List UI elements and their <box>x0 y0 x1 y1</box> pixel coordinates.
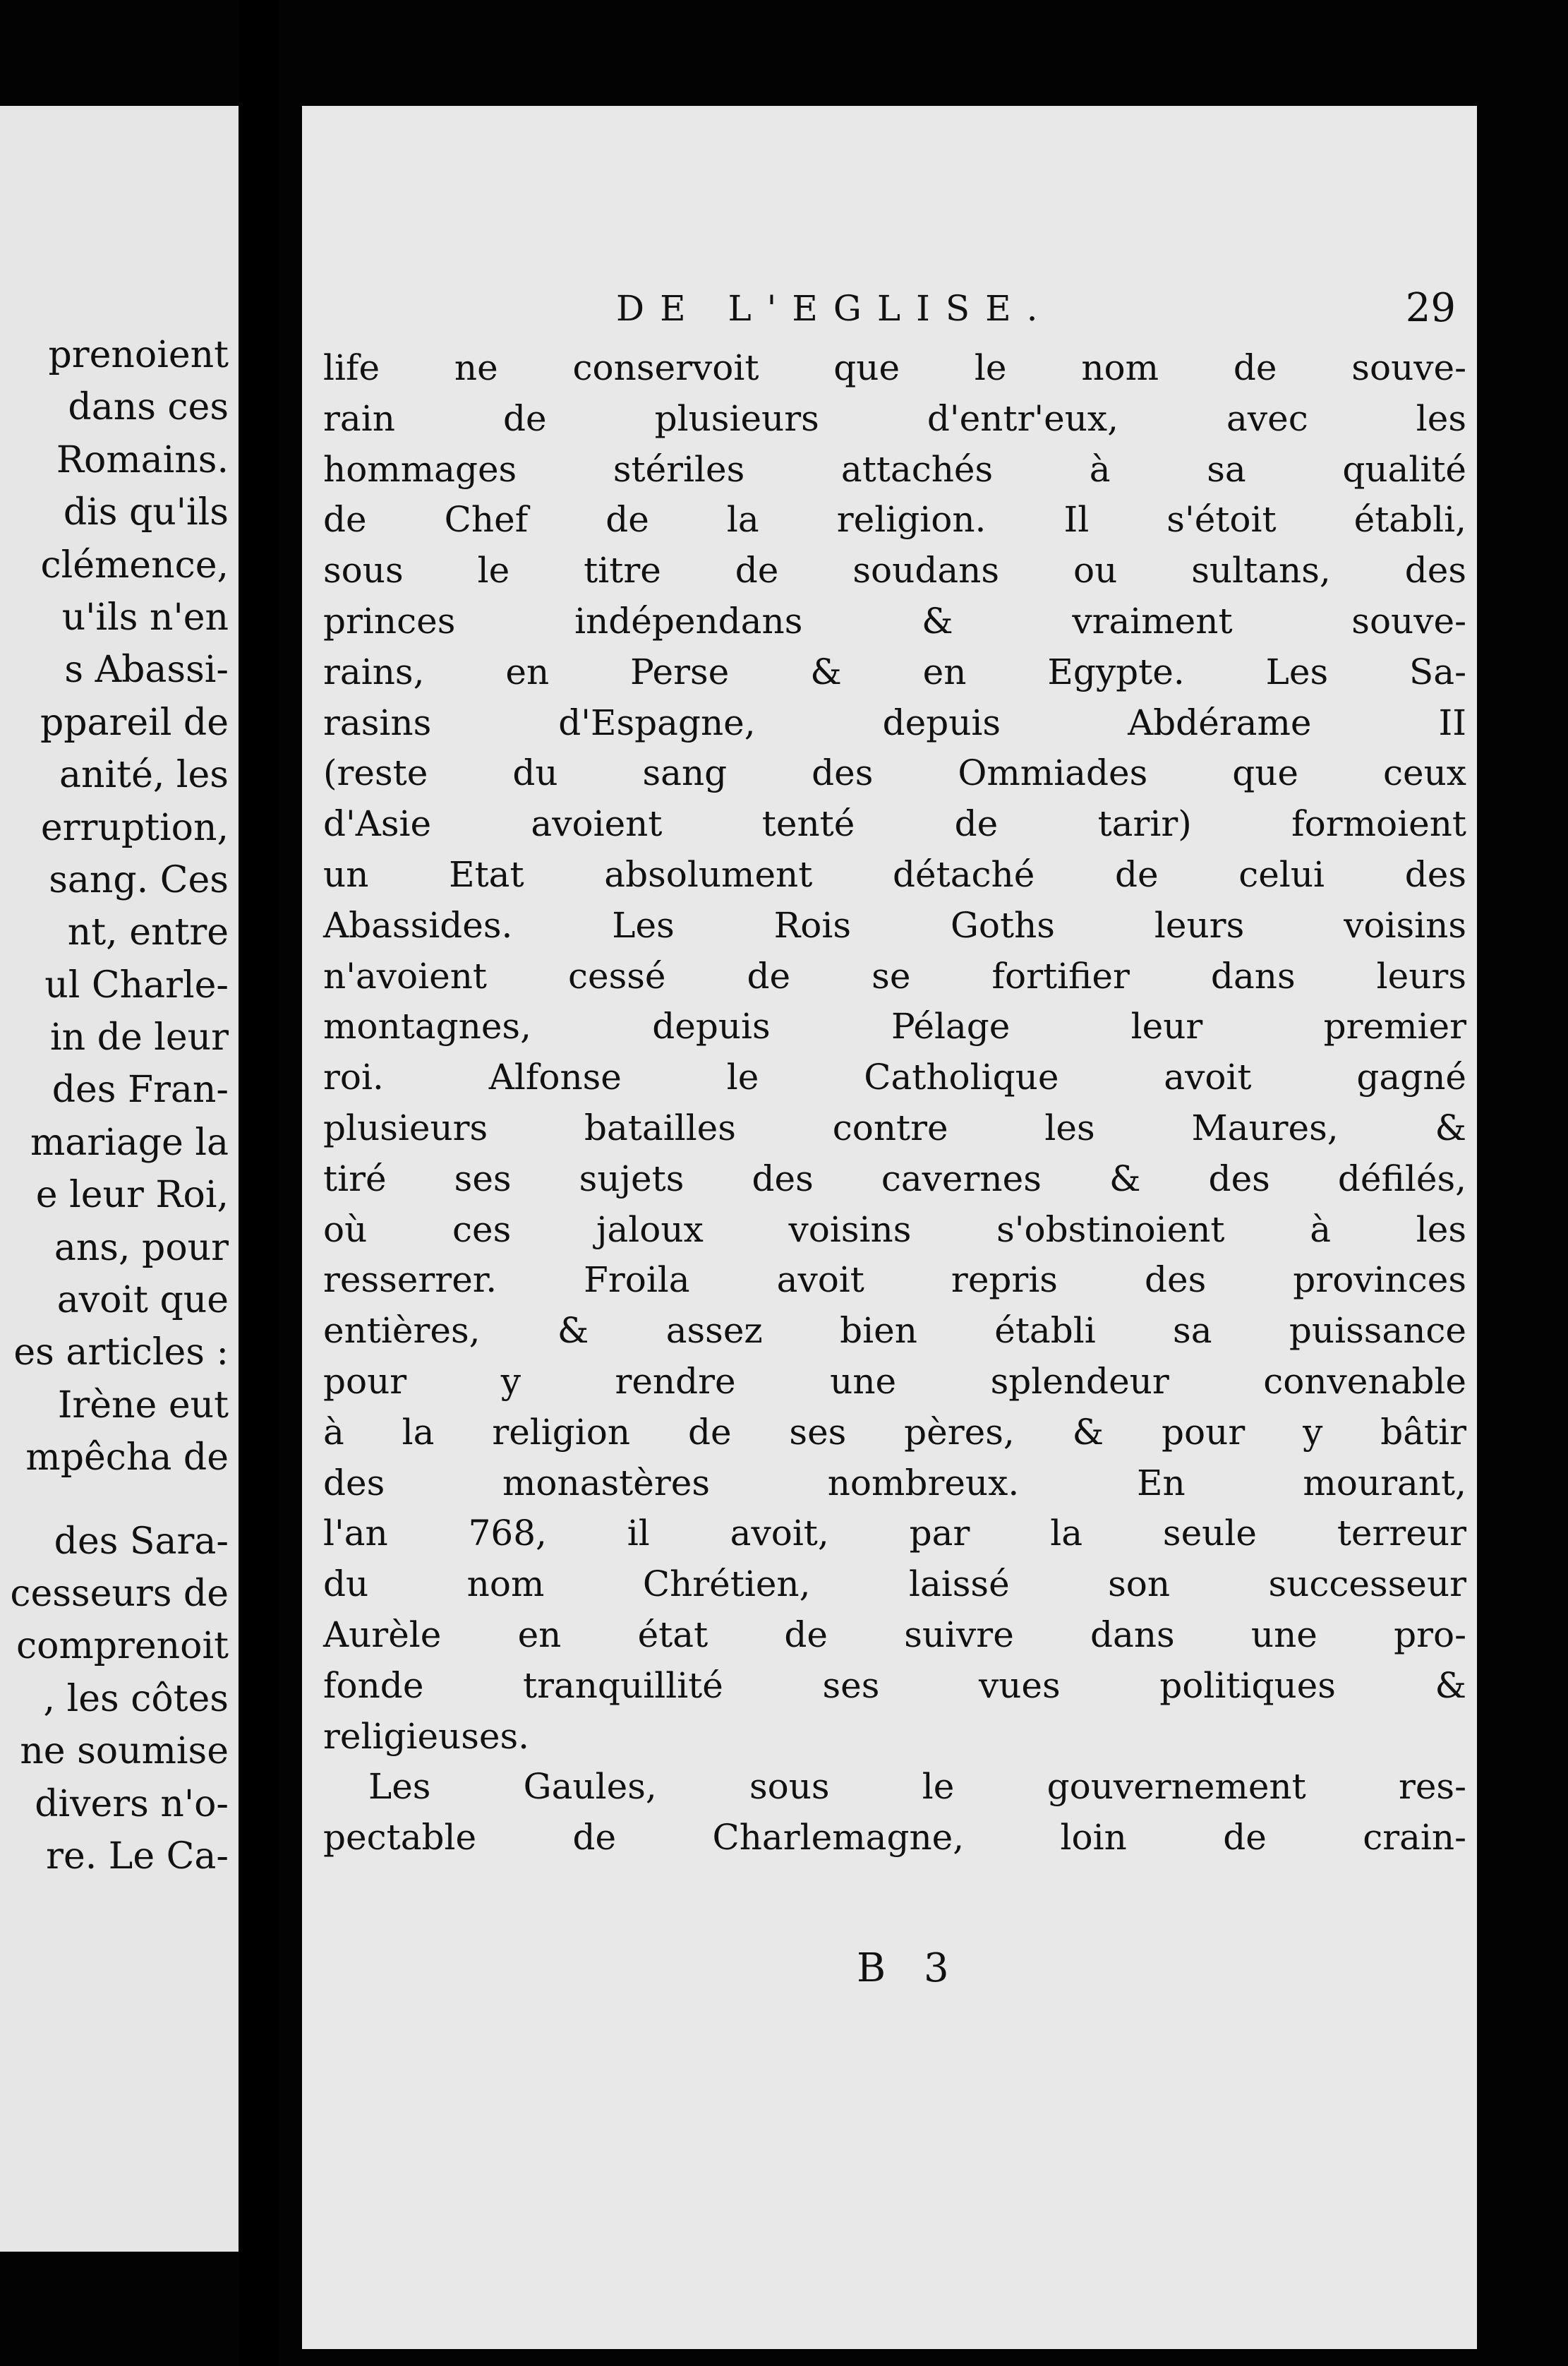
left-line: Romains. <box>56 438 229 481</box>
left-line: mariage la <box>30 1121 229 1164</box>
left-line: sang. Ces <box>49 858 229 901</box>
body-line: un Etat absolument détaché de celui des <box>323 853 1466 895</box>
body-line: Les Gaules, sous le gouvernement res- <box>368 1766 1466 1808</box>
body-line: pectable de Charlemagne, loin de crain- <box>323 1817 1466 1858</box>
page-number: 29 <box>1405 285 1456 331</box>
left-line: clémence, <box>40 544 229 587</box>
body-line: rain de plusieurs d'entr'eux, avec les <box>323 397 1466 439</box>
body-text <box>323 343 1466 1863</box>
left-page-text <box>0 329 229 1882</box>
left-page <box>0 106 239 2252</box>
body-line: à la religion de ses pères, & pour y bâtir <box>323 1411 1466 1453</box>
left-line: u'ils n'en <box>61 596 229 639</box>
body-line: Aurèle en état de suivre dans une pro- <box>323 1614 1466 1655</box>
left-line: comprenoit <box>16 1625 229 1668</box>
body-line: sous le titre de soudans ou sultans, des <box>323 550 1466 592</box>
body-line: pour y rendre une splendeur convenable <box>323 1360 1466 1402</box>
body-line: Abassides. Les Rois Goths leurs voisins <box>323 904 1466 946</box>
left-line: mpêcha de <box>25 1436 229 1479</box>
left-line: erruption, <box>40 806 229 849</box>
left-line: ppareil de <box>40 701 229 744</box>
body-line: roi. Alfonse le Catholique avoit gagné <box>323 1057 1466 1098</box>
left-line: ans, pour <box>54 1226 229 1269</box>
body-line: entières, & assez bien établi sa puissance <box>323 1310 1466 1352</box>
body-line: l'an 768, il avoit, par la seule terreur <box>323 1513 1466 1554</box>
body-line: tiré ses sujets des cavernes & des défilés, <box>323 1158 1466 1199</box>
signature-mark: B 3 <box>857 1945 962 1991</box>
left-line: des Sara- <box>54 1520 229 1563</box>
running-head <box>489 285 1470 342</box>
left-line: Irène eut <box>57 1383 229 1427</box>
body-line: (reste du sang des Ommiades que ceux <box>323 752 1466 794</box>
left-line: , les côtes <box>43 1677 229 1720</box>
body-line: religieuses. <box>323 1715 530 1757</box>
left-line: anité, les <box>59 754 229 797</box>
left-line: dis qu'ils <box>63 491 229 534</box>
body-line: rasins d'Espagne, depuis Abdérame II <box>323 702 1466 743</box>
body-line: des monastères nombreux. En mourant, <box>323 1462 1466 1503</box>
left-line: e leur Roi, <box>35 1174 229 1217</box>
left-line: ul Charle- <box>44 963 229 1007</box>
body-line: où ces jaloux voisins s'obstinoient à les <box>323 1208 1466 1250</box>
running-title: DE L'EGLISE. <box>616 288 1054 329</box>
book-gutter <box>239 0 278 2366</box>
body-line: de Chef de la religion. Il s'étoit établi, <box>323 499 1466 541</box>
body-line: rains, en Perse & en Egypte. Les Sa- <box>323 651 1466 692</box>
left-line: re. Le Ca- <box>46 1834 229 1878</box>
body-line: montagnes, depuis Pélage leur premier <box>323 1006 1466 1047</box>
left-line: ne soumise <box>20 1730 229 1773</box>
left-line: des Fran- <box>52 1069 229 1112</box>
left-line: divers n'o- <box>35 1782 229 1825</box>
body-line: life ne conservoit que le nom de souve- <box>323 347 1466 388</box>
left-line: in de leur <box>50 1016 229 1059</box>
right-page <box>302 106 1477 2349</box>
body-line: d'Asie avoient tenté de tarir) formoient <box>323 803 1466 845</box>
left-line: avoit que <box>56 1279 229 1322</box>
body-line: resserrer. Froila avoit repris des provinces <box>323 1259 1466 1301</box>
left-line: cesseurs de <box>10 1572 229 1615</box>
body-line: princes indépendans & vraiment souve- <box>323 600 1466 642</box>
left-line: dans ces <box>68 386 229 429</box>
left-line: s Abassi- <box>64 649 229 692</box>
body-line: hommages stériles attachés à sa qualité <box>323 448 1466 490</box>
body-line: n'avoient cessé de se fortifier dans leurs <box>323 955 1466 997</box>
left-line: prenoient <box>48 334 229 376</box>
body-line: plusieurs batailles contre les Maures, & <box>323 1107 1466 1148</box>
body-line: du nom Chrétien, laissé son successeur <box>323 1563 1466 1605</box>
left-line: es articles : <box>13 1331 229 1374</box>
left-line: nt, entre <box>67 911 229 954</box>
body-line: fonde tranquillité ses vues politiques & <box>323 1664 1466 1706</box>
